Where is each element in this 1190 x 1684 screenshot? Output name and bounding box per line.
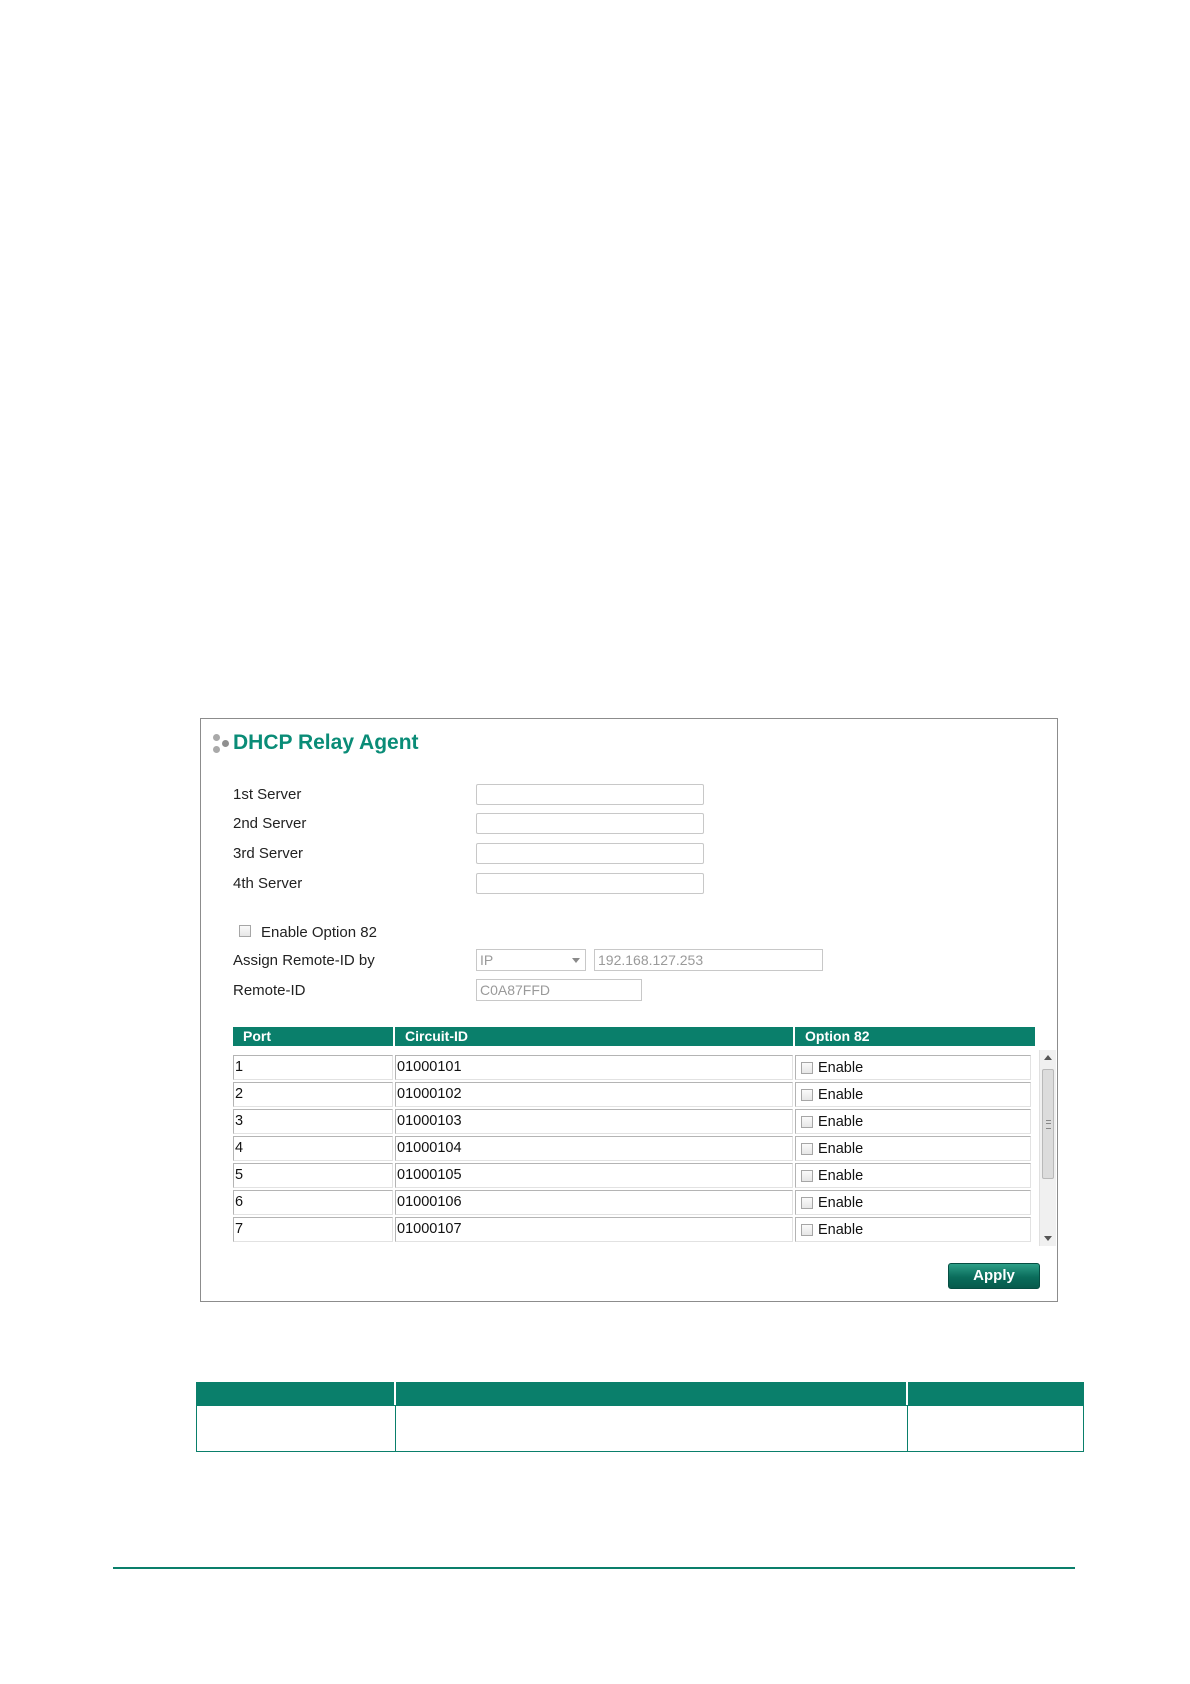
chevron-down-icon [572,958,580,963]
server-3-input[interactable] [476,843,704,864]
option82-checkbox[interactable] [801,1197,813,1209]
circuit-id-input[interactable]: 01000107 [395,1217,793,1242]
option82-label: Enable [818,1168,864,1184]
server-1-input[interactable] [476,784,704,805]
port-cell: 5 [233,1163,393,1188]
option82-cell [795,1109,1031,1134]
description-table-cell [907,1405,1084,1452]
grip-icon [1046,1120,1051,1129]
description-table-cell [196,1405,396,1452]
option82-cell [795,1217,1031,1242]
scrollbar-thumb[interactable] [1042,1069,1054,1179]
circuit-id-input[interactable]: 01000103 [395,1109,793,1134]
assign-remote-id-value-field[interactable]: 192.168.127.253 [594,949,823,971]
table-row [233,1163,1031,1190]
enable-option82-label: Enable Option 82 [261,924,377,941]
description-table-header-cell [196,1382,394,1405]
description-table-header-cell [396,1382,906,1405]
option82-checkbox[interactable] [801,1089,813,1101]
option82-cell [795,1163,1031,1188]
assign-remote-id-select[interactable] [476,949,586,971]
option82-label: Enable [818,1087,864,1103]
option82-cell [795,1190,1031,1215]
port-cell: 4 [233,1136,393,1161]
apply-button[interactable]: Apply [948,1263,1040,1289]
circuit-id-input[interactable]: 01000101 [395,1055,793,1080]
enable-option82-checkbox[interactable] [239,925,251,937]
table-row [233,1136,1031,1163]
dots-icon [211,731,233,755]
port-cell: 2 [233,1082,393,1107]
option82-checkbox[interactable] [801,1143,813,1155]
column-header-option82: Option 82 [795,1027,1035,1046]
server-4-label: 4th Server [233,875,303,892]
panel-title: DHCP Relay Agent [233,731,419,754]
port-cell: 3 [233,1109,393,1134]
table-row [233,1109,1031,1136]
description-table-header-cell [908,1382,1084,1405]
option82-label: Enable [818,1114,864,1130]
circuit-id-input[interactable]: 01000102 [395,1082,793,1107]
footer-divider [113,1567,1075,1569]
option82-label: Enable [818,1060,864,1076]
remote-id-label: Remote-ID [233,982,306,999]
option82-cell [795,1082,1031,1107]
table-scrollbar[interactable] [1039,1050,1056,1246]
table-row [233,1217,1031,1244]
option82-checkbox[interactable] [801,1170,813,1182]
server-4-input[interactable] [476,873,704,894]
option82-cell [795,1055,1031,1080]
circuit-id-input[interactable]: 01000105 [395,1163,793,1188]
circuit-id-input[interactable]: 01000106 [395,1190,793,1215]
scroll-down-arrow-icon[interactable] [1044,1236,1052,1241]
server-1-label: 1st Server [233,786,302,803]
remote-id-field[interactable]: C0A87FFD [476,979,642,1001]
circuit-id-input[interactable]: 01000104 [395,1136,793,1161]
table-row [233,1190,1031,1217]
column-header-port: Port [233,1027,393,1046]
column-header-circuit-id: Circuit-ID [395,1027,793,1046]
description-table-cell [395,1405,908,1452]
option82-checkbox[interactable] [801,1062,813,1074]
option82-checkbox[interactable] [801,1224,813,1236]
port-cell: 1 [233,1055,393,1080]
dhcp-relay-agent-panel [200,718,1058,1302]
port-cell: 6 [233,1190,393,1215]
table-row [233,1055,1031,1082]
server-2-label: 2nd Server [233,815,307,832]
server-2-input[interactable] [476,813,704,834]
scroll-up-arrow-icon[interactable] [1044,1055,1052,1060]
table-row [233,1082,1031,1109]
option82-label: Enable [818,1222,864,1238]
panel-header [211,731,419,755]
option82-label: Enable [818,1141,864,1157]
option82-label: Enable [818,1195,864,1211]
description-table [196,1382,1084,1452]
server-3-label: 3rd Server [233,845,304,862]
option82-checkbox[interactable] [801,1116,813,1128]
assign-remote-id-select-value: IP [480,952,494,968]
port-cell: 7 [233,1217,393,1242]
assign-remote-id-label: Assign Remote-ID by [233,952,375,969]
option82-cell [795,1136,1031,1161]
